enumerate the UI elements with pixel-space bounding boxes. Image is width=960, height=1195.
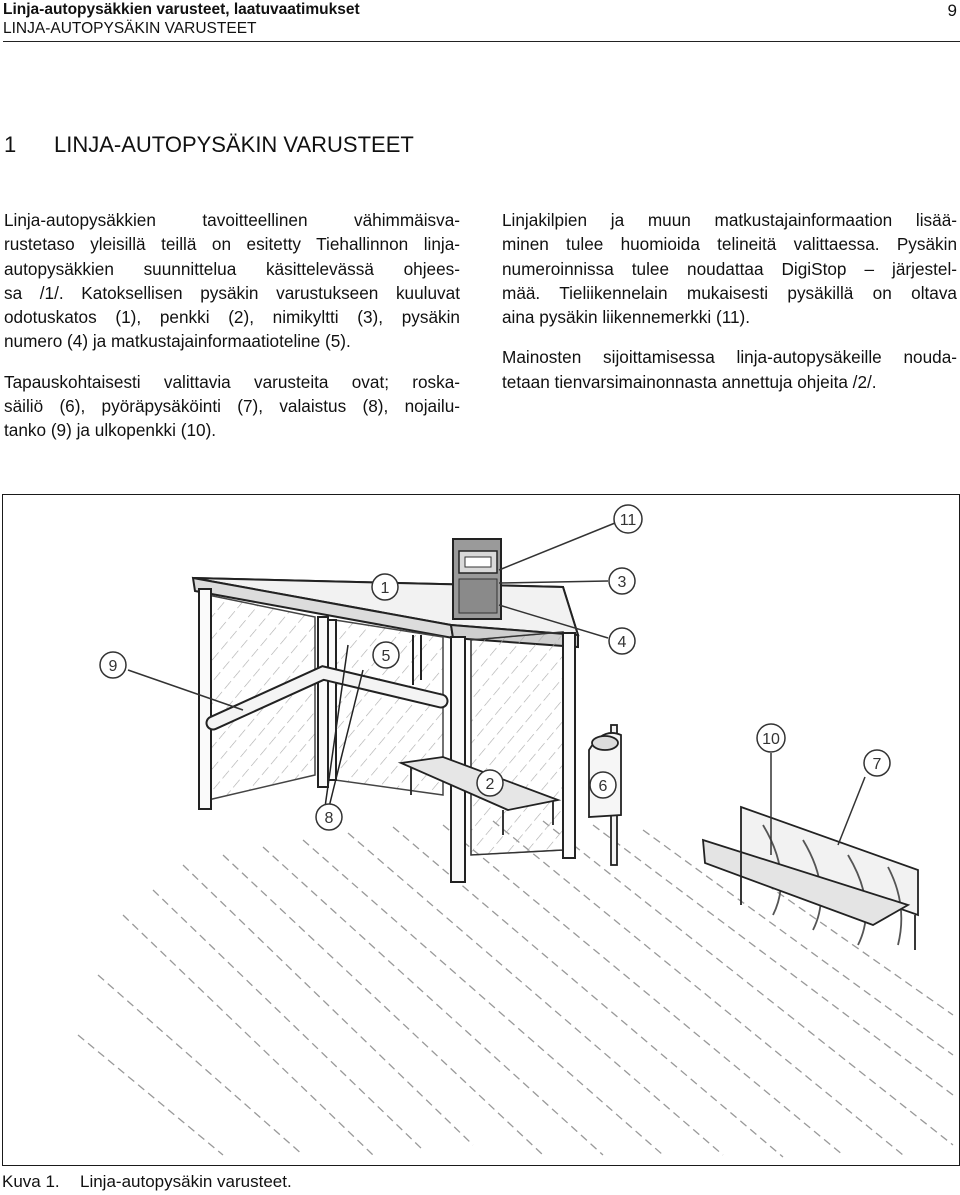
paragraph [502, 208, 957, 329]
section-number: 1 [4, 132, 17, 157]
callout-1: 1 [380, 580, 390, 597]
text-line: numero (4) ja matkustajainformaatioteline (5). [4, 331, 351, 352]
header-divider [3, 41, 960, 42]
page-header [3, 0, 957, 44]
callout-2: 2 [485, 776, 495, 793]
text-line: mää. Tieliikennelain mukaisesti pysäkillä on oltava [502, 282, 957, 303]
section-heading [4, 132, 414, 158]
text-line: Linja-autopysäkkien tavoitteellinen vähimmäisva- [4, 210, 460, 230]
callout-5: 5 [381, 648, 391, 665]
text-line: Mainosten sijoittamisessa linja-autopysäkeille nouda- [502, 347, 957, 368]
callout-3: 3 [617, 574, 627, 591]
outdoor-bench [703, 807, 918, 950]
paragraph [4, 208, 460, 354]
callout-7: 7 [872, 756, 882, 773]
callout-4: 4 [617, 634, 627, 651]
text-line: sa /1/. Katoksellisen pysäkin varustukseen kuuluvat [4, 282, 460, 303]
paragraph [502, 345, 957, 394]
text-line: tetaan tienvarsimainonnasta annettuja ohjeita /2/. [502, 371, 877, 392]
caption-label: Kuva 1. [2, 1172, 60, 1191]
callout-11: 11 [619, 512, 637, 529]
paragraph [4, 370, 460, 443]
text-line: odotuskatos (1), penkki (2), nimikyltti (3), pysäkin [4, 307, 460, 328]
text-line: aina pysäkin liikennemerkki (11). [502, 307, 751, 328]
caption-text: Linja-autopysäkin varusteet. [80, 1172, 292, 1191]
right-column [502, 208, 957, 410]
document-subtitle: LINJA-AUTOPYSÄKIN VARUSTEET [3, 20, 257, 37]
text-line: säiliö (6), pyöräpysäköinti (7), valaistus (8), nojailu- [4, 396, 460, 417]
callout-6: 6 [598, 778, 608, 795]
left-column [4, 208, 460, 459]
page-number: 9 [947, 1, 957, 20]
document-title: Linja-autopysäkkien varusteet, laatuvaatimukset [3, 1, 360, 18]
text-line: minen tulee huomioida telineitä valittaessa. Pysäkin [502, 234, 957, 255]
text-line: Linjakilpien ja muun matkustajainformaation lisää- [502, 210, 957, 230]
callout-10: 10 [762, 731, 780, 748]
callout-9: 9 [108, 658, 118, 675]
figure-frame [2, 494, 960, 1166]
text-line: rustetaso yleisillä teillä on esitetty Tiehallinnon linja- [4, 234, 460, 255]
figure-caption [2, 1172, 292, 1192]
callout-8: 8 [324, 810, 334, 827]
text-line: numeroinnissa tulee noudattaa DigiStop – järjestel- [502, 258, 957, 279]
section-title: LINJA-AUTOPYSÄKIN VARUSTEET [54, 132, 414, 157]
bus-stop-illustration [3, 495, 959, 1165]
text-line: tanko (9) ja ulkopenkki (10). [4, 420, 217, 441]
name-sign [453, 539, 501, 619]
text-line: autopysäkkien suunnittelua käsittelevässä ohjees- [4, 258, 460, 279]
text-line: Tapauskohtaisesti valittavia varusteita ovat; roska- [4, 371, 460, 392]
